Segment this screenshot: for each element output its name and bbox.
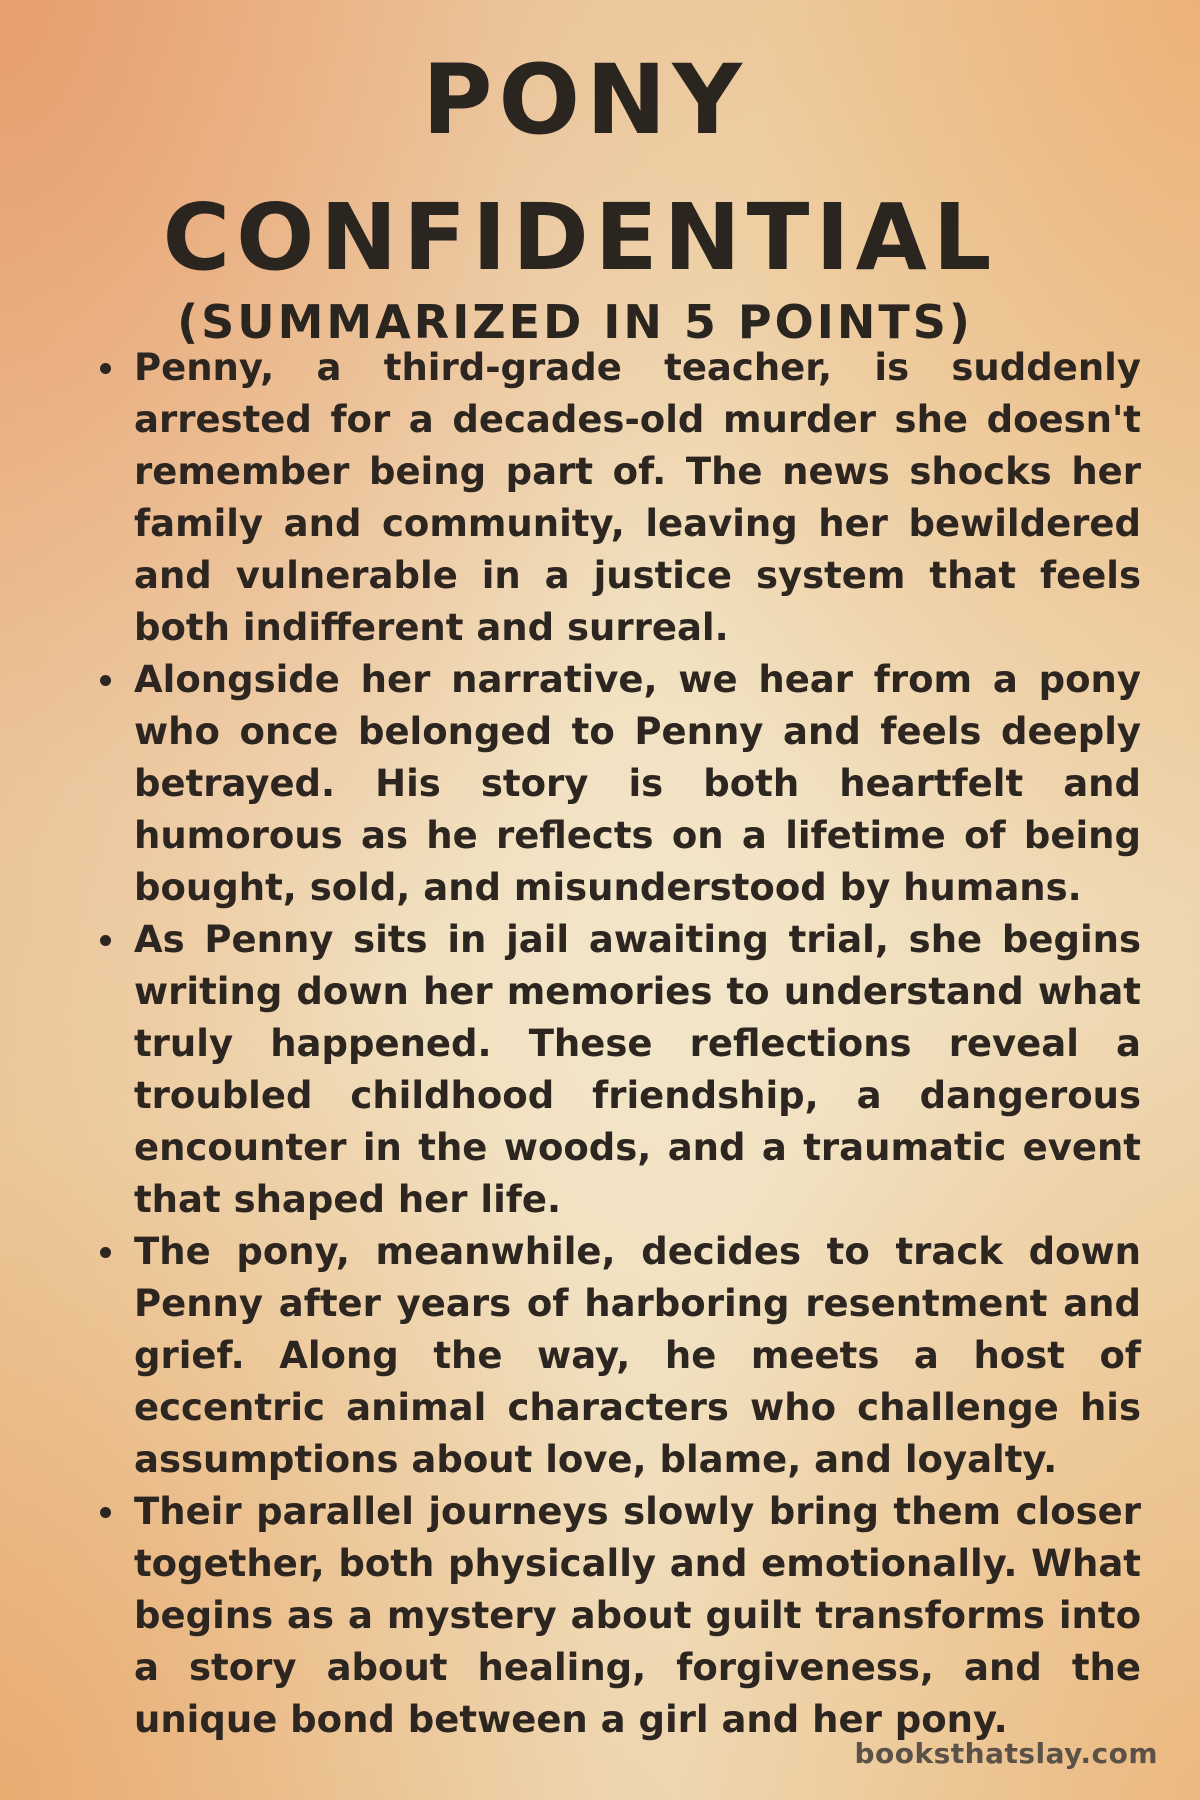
summary-point-text: Penny, a third-grade teacher, is suddenly arrested for a decades-old murder she doesn't remember being part of. The news shocks her family and community, leaving her bewildered and vulnerable in a justice system that feels both indifferent and surreal. [134, 346, 1141, 649]
summary-point-text: The pony, meanwhile, decides to track down Penny after years of harboring resentment and grief. Along the way, he meets a host of eccentric animal characters who challenge his assumptions about love, blame, and loyalty. [134, 1230, 1141, 1481]
summary-point-2 [96, 654, 1141, 914]
summary-point-4 [96, 1226, 1141, 1486]
summary-point-3 [96, 914, 1141, 1226]
summary-point-text: Their parallel journeys slowly bring them closer together, both physically and emotionally. What begins as a mystery about guilt transforms into a story about healing, forgiveness, and the unique bond between a girl and her pony. [134, 1490, 1141, 1741]
summary-point-1 [96, 342, 1141, 654]
bullet-icon [100, 363, 111, 374]
site-watermark: booksthatslay.com [854, 1737, 1158, 1770]
bullet-icon [100, 675, 111, 686]
summary-point-5 [96, 1486, 1141, 1746]
page-subtitle: (SUMMARIZED IN 5 POINTS) [177, 295, 973, 349]
bullet-icon [100, 1507, 111, 1518]
bullet-icon [100, 935, 111, 946]
summary-point-text: As Penny sits in jail awaiting trial, she begins writing down her memories to understand what truly happened. These reflections reveal a troubled childhood friendship, a dangerous encounter in the woods, and a traumatic event that shaped her life. [134, 918, 1141, 1221]
page-title-line2: CONFIDENTIAL [162, 184, 998, 291]
summary-points-list [96, 342, 1141, 1746]
bullet-icon [100, 1247, 111, 1258]
summary-point-text: Alongside her narrative, we hear from a pony who once belonged to Penny and feels deeply betrayed. His story is both heartfelt and humorous as he reflects on a lifetime of being bought, sold, and misunderstood by humans. [134, 658, 1141, 909]
page-title-line1: PONY [422, 44, 748, 156]
